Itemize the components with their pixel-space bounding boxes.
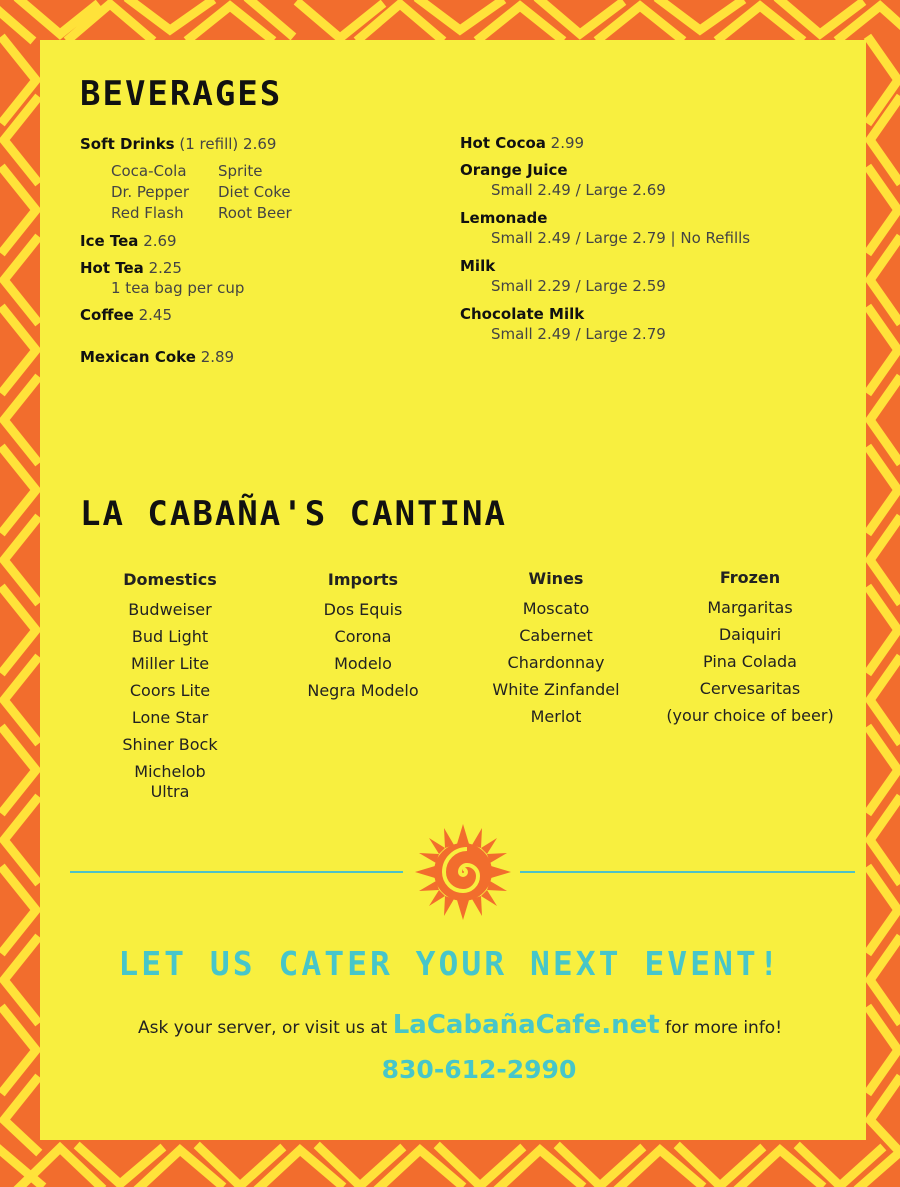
website-link[interactable]: LaCabañaCafe.net bbox=[392, 1010, 660, 1040]
beer-item: Modelo bbox=[334, 654, 392, 673]
flavor-item: Dr. Pepper bbox=[111, 183, 190, 201]
domestics-heading: Domestics bbox=[123, 570, 217, 589]
beer-item: Corona bbox=[334, 627, 392, 646]
orange-juice-name: Orange Juice bbox=[460, 161, 568, 179]
imports-column bbox=[293, 570, 433, 704]
chocolate-milk-sizes: Small 2.49 / Large 2.79 bbox=[491, 325, 666, 343]
frozen-column bbox=[654, 568, 846, 729]
beer-item: Bud Light bbox=[131, 627, 209, 646]
flavor-item: Coca-Cola bbox=[111, 162, 187, 180]
hot-tea-price: 2.25 bbox=[148, 259, 182, 277]
hot-cocoa-name: Hot Cocoa bbox=[460, 134, 546, 152]
milk-name: Milk bbox=[460, 257, 496, 275]
chocolate-milk-item bbox=[460, 304, 850, 324]
beer-item: Miller Lite bbox=[130, 654, 210, 673]
flavor-item: Red Flash bbox=[111, 204, 184, 222]
hot-tea-name: Hot Tea bbox=[80, 259, 144, 277]
ice-tea-name: Ice Tea bbox=[80, 232, 139, 250]
sun-icon bbox=[413, 822, 513, 922]
ask-prefix: Ask your server, or visit us at bbox=[137, 1018, 388, 1038]
mexican-coke-item bbox=[80, 347, 410, 367]
wine-item: White Zinfandel bbox=[492, 680, 620, 699]
coffee-name: Coffee bbox=[80, 306, 134, 324]
cantina-title: LA CABAÑA'S CANTINA bbox=[80, 494, 507, 534]
coffee-item bbox=[80, 305, 410, 325]
soft-drinks-note: (1 refill) bbox=[179, 135, 239, 153]
mexican-coke-price: 2.89 bbox=[200, 348, 235, 366]
imports-heading: Imports bbox=[327, 570, 399, 589]
flavor-item: Root Beer bbox=[218, 204, 292, 222]
ice-tea-item bbox=[80, 231, 410, 251]
frozen-item: (your choice of beer) bbox=[666, 706, 834, 725]
beer-item: Coors Lite bbox=[129, 681, 211, 700]
coffee-price: 2.45 bbox=[138, 306, 172, 324]
orange-juice-sizes: Small 2.49 / Large 2.69 bbox=[491, 181, 666, 199]
frozen-item: Pina Colada bbox=[703, 652, 797, 671]
frozen-item: Margaritas bbox=[707, 598, 793, 617]
phone-number[interactable]: 830-612-2990 bbox=[381, 1055, 577, 1084]
ask-suffix: for more info! bbox=[665, 1018, 783, 1038]
milk-sizes: Small 2.29 / Large 2.59 bbox=[491, 277, 666, 295]
hot-tea-item bbox=[80, 258, 410, 278]
milk-item bbox=[460, 256, 850, 276]
hot-cocoa-price: 2.99 bbox=[550, 134, 585, 152]
beer-item: Michelob Ultra bbox=[134, 762, 206, 801]
flavor-item: Diet Coke bbox=[218, 183, 291, 201]
chocolate-milk-name: Chocolate Milk bbox=[460, 305, 585, 323]
wine-item: Merlot bbox=[530, 707, 582, 726]
lemonade-item bbox=[460, 208, 850, 228]
divider-left bbox=[70, 871, 403, 873]
soft-drink-flavors bbox=[80, 161, 410, 224]
hot-tea-note: 1 tea bag per cup bbox=[111, 279, 245, 297]
frozen-heading: Frozen bbox=[719, 568, 781, 587]
mexican-coke-name: Mexican Coke bbox=[80, 348, 196, 366]
domestics-column bbox=[110, 570, 230, 802]
catering-headline: LET US CATER YOUR NEXT EVENT! bbox=[118, 944, 782, 983]
wine-item: Chardonnay bbox=[507, 653, 605, 672]
wine-item: Cabernet bbox=[519, 626, 593, 645]
divider-right bbox=[520, 871, 855, 873]
lemonade-name: Lemonade bbox=[460, 209, 548, 227]
frozen-item: Cervesaritas bbox=[699, 679, 801, 698]
wines-column bbox=[476, 569, 636, 730]
beverages-right-column bbox=[460, 133, 850, 345]
beer-item: Budweiser bbox=[128, 600, 212, 619]
beer-item: Shiner Bock bbox=[122, 735, 218, 754]
orange-juice-item bbox=[460, 160, 850, 180]
lemonade-sizes: Small 2.49 / Large 2.79 | No Refills bbox=[491, 229, 751, 247]
soft-drinks-price: 2.69 bbox=[243, 135, 277, 153]
beer-item: Negra Modelo bbox=[307, 681, 419, 700]
hot-cocoa-item bbox=[460, 133, 850, 153]
wine-item: Moscato bbox=[522, 599, 590, 618]
ice-tea-price: 2.69 bbox=[143, 232, 177, 250]
beer-item: Dos Equis bbox=[323, 600, 403, 619]
wines-heading: Wines bbox=[528, 569, 584, 588]
soft-drinks-item bbox=[80, 134, 410, 154]
frozen-item: Daiquiri bbox=[718, 625, 782, 644]
beverages-left-column bbox=[80, 134, 410, 367]
beer-item: Lone Star bbox=[131, 708, 209, 727]
catering-info bbox=[0, 1010, 900, 1040]
beverages-title: BEVERAGES bbox=[80, 74, 283, 114]
flavor-item: Sprite bbox=[218, 162, 263, 180]
soft-drinks-name: Soft Drinks bbox=[80, 135, 175, 153]
